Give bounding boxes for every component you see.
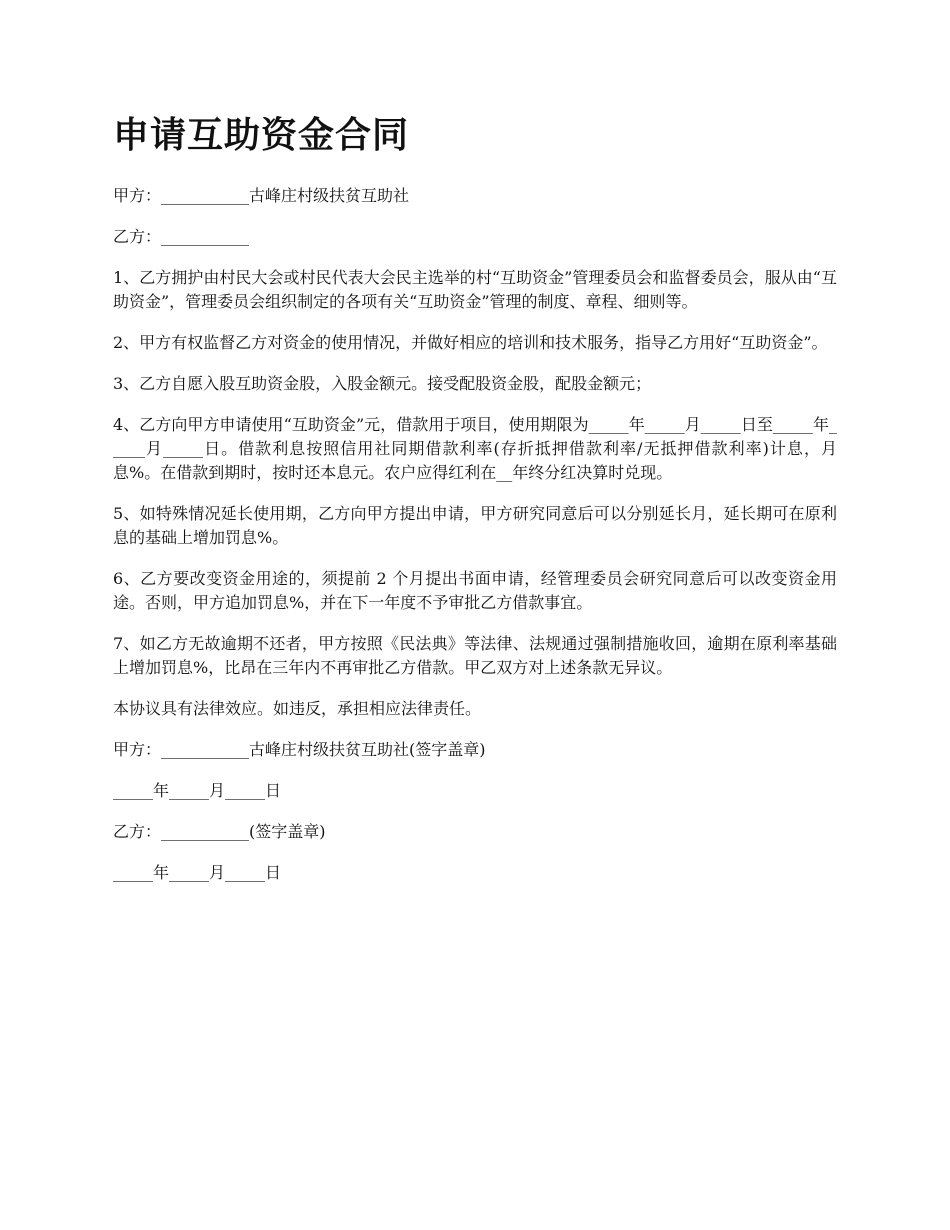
- clause-2: 2、甲方有权监督乙方对资金的使用情况，并做好相应的培训和技术服务，指导乙方用好“互助资金”。: [113, 333, 828, 352]
- clause-4: 4、乙方向甲方申请使用“互助资金”元，借款用于项目，使用期限为_____年_____月_____日至_____年_____月_____日。借款利息按照信用社同期借款利率(存折抵押借款利率/无抵押借款利率)计息，月息%。在借款到期时，按时还本息元。农户应得红利在__年终分红决算时兑现。: [113, 415, 837, 482]
- party-a-blank: ___________: [161, 186, 250, 205]
- document-title: 申请互助资金合同: [113, 115, 410, 156]
- party-b-label: 乙方：: [113, 227, 162, 246]
- clause-3: 3、乙方自愿入股互助资金股，入股金额元。接受配股资金股，配股金额元；: [113, 374, 652, 393]
- party-a-line: [113, 184, 837, 208]
- document-content: [113, 112, 837, 902]
- party-a-name: 古峰庄村级扶贫互助社: [249, 186, 410, 205]
- party-b-signature-date: _____年_____月_____日: [113, 863, 282, 882]
- closing-statement: 本协议具有法律效应。如违反，承担相应法律责任。: [113, 699, 482, 718]
- clause-7: 7、如乙方无故逾期不还者，甲方按照《民法典》等法律、法规通过强制措施收回，逾期在原利率基础上增加罚息%，比昂在三年内不再审批乙方借款。甲乙双方对上述条款无异议。: [113, 634, 837, 677]
- party-b-signature-line: 乙方：___________(签字盖章): [113, 822, 326, 841]
- party-a-signature-line: 甲方：___________古峰庄村级扶贫互助社(签字盖章): [113, 740, 486, 759]
- clause-5: 5、如特殊情况延长使用期，乙方向甲方提出申请，甲方研究同意后可以分别延长月，延长期可在原利息的基础上增加罚息%。: [113, 504, 837, 547]
- party-a-signature-date: _____年_____月_____日: [113, 781, 282, 800]
- party-b-blank: ___________: [161, 227, 250, 246]
- clause-6: 6、乙方要改变资金用途的，须提前 2 个月提出书面申请，经管理委员会研究同意后可以改变资金用途。否则，甲方追加罚息%，并在下一年度不予审批乙方借款事宜。: [113, 569, 837, 612]
- clause-1: 1、乙方拥护由村民大会或村民代表大会民主选举的村“互助资金”管理委员会和监督委员会，服从由“互助资金”，管理委员会组织制定的各项有关“互助资金”管理的制度、章程、细则等。: [113, 268, 837, 311]
- party-b-line: [113, 225, 837, 249]
- party-a-label: 甲方：: [113, 186, 162, 205]
